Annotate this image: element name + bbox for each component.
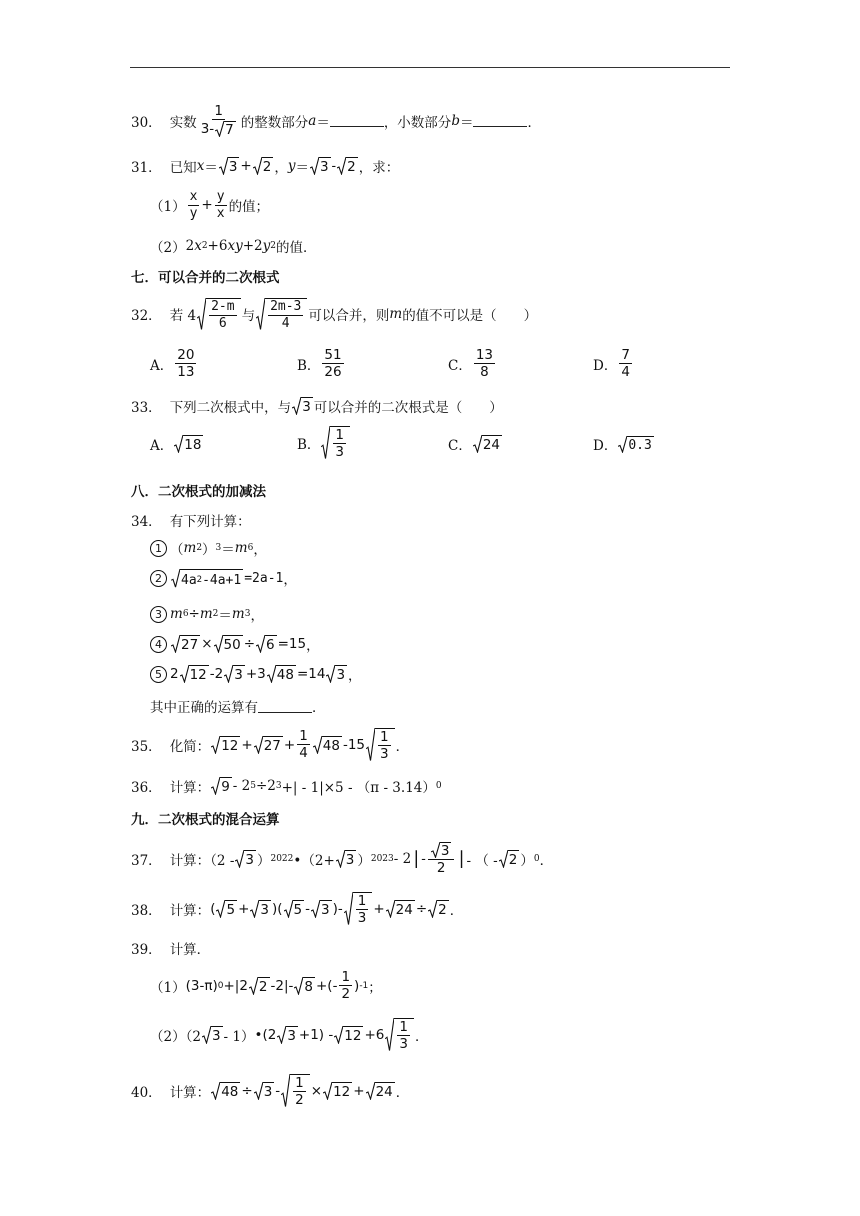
text: ） (357, 852, 371, 869)
option-label: C． (448, 357, 472, 374)
radicand: 24 (482, 437, 501, 453)
radicand: 27 (181, 637, 199, 653)
option-b[interactable] (297, 348, 346, 379)
text: ，小数部分 (383, 114, 452, 131)
numerator: 13 (475, 347, 494, 363)
text: ＝ (295, 160, 309, 176)
denominator: x (216, 205, 225, 221)
exponent: 0 (533, 853, 540, 864)
text: - 1） (223, 1028, 255, 1045)
radicand: 50 (223, 637, 241, 653)
var-y: y (287, 158, 296, 174)
denominator: 2 (295, 1092, 304, 1109)
radical (219, 157, 240, 175)
text: ， (283, 572, 297, 588)
radicand: 6 (266, 637, 275, 653)
denominator: 3 (399, 1036, 408, 1053)
text: 4a (181, 572, 197, 588)
question-39-part1 (150, 970, 382, 1001)
text: 2 (170, 666, 179, 682)
text: +6 (364, 1026, 385, 1043)
radicand: 3 (228, 159, 238, 175)
radicand: 9 (221, 779, 230, 795)
radicand: 48 (276, 667, 294, 683)
text: -2 (209, 666, 224, 682)
text: ÷ (243, 636, 255, 652)
exponent: 2 (270, 241, 276, 251)
text: 实数 (169, 114, 197, 131)
question-number: 35． (131, 738, 162, 755)
denominator: 26 (324, 364, 342, 381)
text: -15 (342, 736, 366, 753)
option-d[interactable] (593, 348, 634, 379)
question-38 (131, 892, 463, 925)
text: × (310, 1082, 323, 1099)
text: 2 (185, 238, 195, 254)
question-39 (131, 938, 210, 958)
text: ； (368, 979, 382, 996)
question-37: 37． 计算：（2 - 3 ） 2022 •（2+ 3 ） 2023 - 2 | - $\frac{3}{2}$ | - （ - 2 ） 0 ． (131, 843, 554, 877)
denominator: 3 (357, 910, 367, 927)
numerator: 2m-3 (270, 299, 302, 314)
exponent: 2 (196, 575, 203, 585)
text: 的值不可以是（ ） (402, 308, 538, 325)
text: 可以合并的二次根式是（ ） (313, 400, 503, 416)
text: ， (306, 638, 320, 654)
fraction (199, 104, 239, 137)
fraction (209, 300, 236, 330)
question-number: 32． (131, 308, 162, 325)
option-label: D． (593, 438, 618, 454)
option-b[interactable] (297, 426, 351, 459)
text: ＝ (218, 608, 232, 624)
denominator: 4 (621, 364, 630, 381)
text: ） (520, 852, 534, 869)
option-c[interactable] (448, 348, 497, 379)
text: ÷ (188, 606, 200, 622)
question-number: 40． (131, 1084, 162, 1101)
text: +3 (245, 666, 266, 682)
numerator: x (189, 189, 198, 204)
exponent: 3 (275, 781, 282, 791)
radicand: 48 (221, 1083, 239, 1100)
q34-item-2 (150, 568, 297, 588)
text: +|2 (223, 977, 248, 994)
text: （ (170, 542, 184, 558)
radicand: 2 (508, 851, 518, 868)
radicand: 3 (319, 159, 329, 175)
option-a[interactable] (150, 348, 198, 379)
question-31-part2 (150, 236, 316, 256)
radical (256, 298, 307, 330)
radicand: 3 (234, 667, 243, 683)
question-number: 30． (131, 114, 162, 131)
question-number: 36． (131, 780, 162, 796)
text: +2 (242, 238, 263, 254)
text: 计算． (169, 942, 211, 958)
radicand: 8 (304, 978, 313, 995)
option-d[interactable] (593, 434, 655, 454)
text: ＝ (204, 160, 218, 176)
text: 已知 (169, 160, 197, 176)
radicand: 2 (262, 159, 272, 175)
fraction (188, 190, 200, 220)
text: x (194, 238, 202, 254)
option-a[interactable] (150, 434, 204, 454)
text: - (275, 1082, 281, 1099)
text: 下列二次根式中，与 (169, 400, 292, 416)
option-label: A． (150, 357, 174, 374)
circled-number: 5 (150, 666, 167, 683)
radicand: 12 (189, 667, 207, 683)
numerator: 7 (621, 347, 630, 363)
text: 若 4 (169, 308, 197, 325)
question-34 (131, 510, 251, 530)
text: +| - 1|×5 - （π - 3.14） (281, 780, 436, 796)
question-number: 33． (131, 400, 162, 416)
text: 的整数部分 (240, 114, 309, 131)
exponent: 6 (247, 543, 254, 553)
radicand: 3 (211, 1027, 221, 1044)
exponent: 0 (435, 781, 442, 791)
radicand: 2 (347, 159, 356, 175)
exponent: 5 (250, 781, 256, 791)
fraction (268, 300, 303, 330)
radicand: 3 (260, 901, 269, 918)
text: 计算： (169, 780, 211, 796)
text: 与 (241, 308, 256, 325)
text: ÷2 (255, 778, 276, 794)
text: -2|- (270, 977, 294, 994)
circled-number: 3 (150, 606, 167, 623)
text: 计算： (169, 1084, 211, 1101)
denominator: 8 (480, 364, 489, 381)
denominator: 4 (299, 745, 308, 762)
text: m (199, 606, 213, 622)
radicand: 48 (322, 737, 340, 754)
text: 有下列计算： (169, 514, 251, 530)
question-33 (131, 396, 503, 416)
exponent: 2 (196, 543, 203, 553)
radical (253, 157, 274, 175)
section-heading-7: 七．可以合并的二次根式 (131, 270, 280, 286)
exponent: 2022 (270, 853, 294, 864)
text: - 2 (393, 850, 412, 867)
exponent: -1 (359, 980, 369, 991)
text: •（2+ (293, 852, 335, 869)
text: - （ - (466, 852, 498, 869)
denominator: 6 (218, 315, 227, 331)
text: (3-π) (185, 977, 218, 994)
option-label: A． (150, 438, 174, 454)
part-label: （1） (150, 199, 186, 216)
question-30 (131, 104, 541, 137)
text: +6 (207, 238, 228, 254)
circled-number: 4 (150, 636, 167, 653)
exponent: 3 (215, 543, 222, 553)
radicand: 24 (375, 1083, 393, 1100)
radicand: 12 (221, 737, 239, 754)
radical (292, 397, 313, 415)
exponent: 3 (244, 609, 251, 619)
var-a: a (308, 112, 317, 129)
text: 3 (200, 121, 210, 138)
exponent: 2 (201, 241, 208, 251)
question-36 (131, 776, 442, 796)
text: + (241, 736, 253, 753)
text: ＝ (221, 542, 235, 558)
text: 可以合并，则 (308, 308, 390, 325)
text: + (240, 158, 252, 174)
text: ， (348, 668, 362, 684)
question-number: 31． (131, 160, 162, 176)
text: ( (210, 900, 216, 917)
answer-blank[interactable] (258, 700, 312, 713)
text: ， (253, 542, 267, 558)
numerator: y (216, 189, 225, 204)
radicand: 7 (225, 122, 234, 139)
text: ) (354, 977, 360, 994)
text: •(2 (254, 1026, 277, 1043)
text: ． (395, 738, 410, 755)
text: 的值． (275, 240, 317, 256)
text: 化简： (169, 738, 211, 755)
text: =15 (277, 636, 307, 652)
radicand: 12 (333, 1083, 351, 1100)
denominator: 2 (436, 860, 446, 877)
radicand: 3 (245, 851, 254, 868)
fraction (215, 190, 227, 220)
radical (197, 298, 240, 330)
option-label: C． (448, 438, 472, 454)
radicand: 0.3 (628, 437, 652, 453)
text: ＝ (316, 114, 330, 131)
radical (337, 157, 358, 175)
exponent: 6 (182, 609, 189, 619)
part-label: （2） (150, 240, 186, 256)
radicand: 3 (440, 843, 450, 859)
radicand: 3 (345, 851, 355, 868)
part-label: （2）（2 (150, 1028, 201, 1045)
q34-item-4 (150, 634, 320, 654)
var-b: b (451, 112, 460, 129)
exponent: 2 (212, 609, 219, 619)
option-label: B． (297, 357, 321, 374)
question-number: 38． (131, 902, 162, 919)
var-m: m (389, 306, 403, 323)
text: 计算：（2 - (169, 852, 235, 869)
question-number: 37． (131, 852, 162, 869)
text: m (170, 606, 183, 622)
radicand: 3 (302, 399, 311, 415)
text: 的值； (228, 199, 270, 216)
text: )( (271, 900, 283, 917)
circled-number: 1 (150, 540, 167, 557)
option-label: B． (297, 436, 321, 453)
text: )- (332, 900, 343, 917)
text: + (238, 900, 250, 917)
radicand: 3 (320, 901, 330, 918)
denominator: 3 (380, 746, 389, 763)
radical (215, 121, 236, 137)
q34-item-1 (150, 538, 267, 558)
radicand: 5 (293, 901, 303, 918)
numerator: 2-m (211, 299, 235, 314)
radicand: 3 (287, 1027, 296, 1044)
header-rule (130, 67, 730, 68)
denominator: 13 (177, 364, 195, 381)
text: - (305, 900, 310, 917)
numerator: 1 (295, 1075, 304, 1091)
numerator: 1 (214, 103, 224, 119)
var-x: x (196, 158, 205, 174)
denominator: 3 (335, 444, 345, 461)
text: m (231, 606, 245, 622)
radical (171, 569, 243, 588)
text: ，求： (358, 160, 400, 176)
text: ÷ (415, 900, 428, 917)
section-heading-8: 八．二次根式的加减法 (131, 484, 266, 500)
radicand: 2 (438, 901, 447, 918)
text: × (201, 636, 213, 652)
denominator: 4 (281, 315, 290, 331)
text: ， (274, 160, 288, 176)
text: + (373, 900, 385, 917)
radicand: 5 (226, 901, 236, 918)
radicand: 3 (336, 667, 346, 683)
text: m (234, 540, 248, 556)
denominator: 2 (341, 986, 351, 1003)
text: m (183, 540, 197, 556)
radicand: 18 (184, 437, 202, 453)
question-32 (131, 298, 537, 330)
text: +(- (315, 977, 338, 994)
text: 计算： (169, 902, 211, 919)
text: - 2 (232, 778, 251, 794)
exponent: 0 (217, 980, 224, 991)
section-heading-9: 九．二次根式的混合运算 (131, 812, 280, 828)
question-number: 34． (131, 514, 162, 530)
radicand: 12 (344, 1027, 362, 1044)
radicand: 27 (263, 737, 281, 754)
answer-blank[interactable] (330, 114, 384, 127)
text: ． (527, 114, 541, 131)
question-31 (131, 156, 399, 176)
q34-item-5 (150, 664, 362, 684)
numerator: 1 (399, 1019, 408, 1035)
text: + (283, 736, 296, 753)
numerator: 51 (324, 347, 342, 363)
text: ． (414, 1028, 429, 1045)
option-c[interactable] (448, 434, 503, 454)
radicand: 3 (263, 1083, 273, 1100)
option-label: D． (593, 357, 618, 374)
numerator: 1 (341, 969, 351, 985)
text: +1) - (298, 1026, 334, 1043)
text: 其中正确的运算有 (150, 700, 258, 716)
question-35 (131, 728, 409, 761)
text: + (353, 1082, 365, 1099)
text: ÷ (241, 1082, 253, 1099)
numerator: 1 (299, 728, 308, 744)
radicand: 24 (395, 901, 413, 918)
numerator: 1 (335, 427, 345, 443)
text: =2a-1 (244, 570, 284, 586)
text: -4a+1 (202, 572, 242, 588)
text: y (262, 238, 271, 254)
text: ， (250, 608, 264, 624)
exponent: 2023 (370, 853, 394, 864)
radical (310, 157, 331, 175)
answer-blank[interactable] (473, 114, 527, 127)
text: ． (312, 700, 326, 716)
text: ． (449, 902, 464, 919)
circled-number: 2 (150, 570, 167, 587)
text: xy (227, 238, 243, 254)
part-label: （1） (150, 979, 186, 996)
text: ） (202, 542, 216, 558)
text: ． (395, 1084, 410, 1101)
text: ． (539, 852, 554, 869)
numerator: 20 (177, 347, 195, 363)
question-number: 39． (131, 942, 162, 958)
denominator: 3- 7 (200, 121, 234, 139)
q34-item-3 (150, 604, 264, 624)
question-39-part2 (150, 1018, 428, 1051)
numerator: 1 (380, 729, 389, 745)
text: - (331, 158, 337, 174)
denominator: y (189, 205, 198, 221)
text: =14 (296, 666, 326, 682)
numerator: 1 (357, 893, 367, 909)
q34-conclusion (150, 696, 326, 716)
text: ＝ (459, 114, 474, 131)
text: ） (256, 852, 271, 869)
question-40 (131, 1074, 409, 1107)
question-31-part1: （1） $\frac{x}{y}$ + $\frac{y}{x}$ 的值； (150, 189, 270, 221)
radicand: 2 (258, 978, 268, 995)
